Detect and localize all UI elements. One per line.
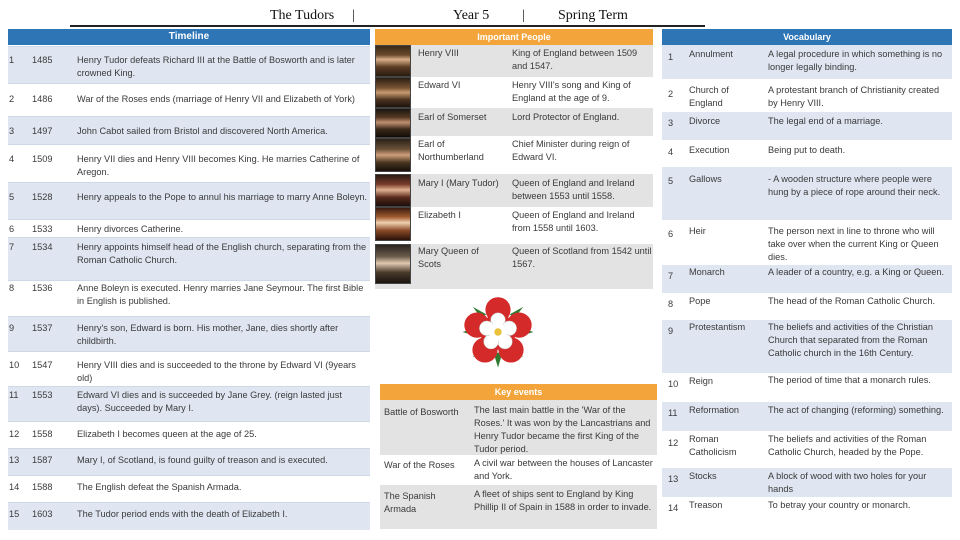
portrait-image xyxy=(375,207,411,241)
vocab-term: Gallows xyxy=(689,174,722,184)
timeline-event: John Cabot sailed from Bristol and discovered North America. xyxy=(77,126,328,136)
person-description: King of England between 1509 and 1547. xyxy=(512,48,638,71)
timeline-number: 8 xyxy=(9,283,15,293)
vocab-row xyxy=(662,431,952,468)
timeline-row xyxy=(8,502,370,530)
vocab-term: Reformation xyxy=(689,405,740,415)
vocab-definition: The act of changing (reforming) something. xyxy=(768,405,944,415)
event-row xyxy=(380,455,657,485)
vocab-term: Treason xyxy=(689,500,723,510)
vocab-row xyxy=(662,140,952,167)
title-topic: The Tudors xyxy=(270,8,335,23)
event-name: The Spanish Armada xyxy=(384,491,436,514)
vocab-term: Church of England xyxy=(689,85,729,108)
vocab-definition: The legal end of a marriage. xyxy=(768,116,883,126)
vocab-number: 9 xyxy=(668,326,674,336)
event-description: A civil war between the houses of Lancaster and York. xyxy=(474,458,653,481)
vocab-row xyxy=(662,293,952,320)
timeline-row xyxy=(8,316,370,351)
timeline-number: 1 xyxy=(9,55,15,65)
timeline-year: 1603 xyxy=(32,509,53,519)
timeline-row xyxy=(8,280,370,316)
vocab-term: Execution xyxy=(689,145,730,155)
vocab-number: 8 xyxy=(668,299,674,309)
timeline-event: Henry VIII dies and is succeeded to the throne by Edward VI (9years old) xyxy=(77,360,356,383)
timeline-year: 1558 xyxy=(32,429,53,439)
vocab-row xyxy=(662,468,952,497)
person-name: Mary I (Mary Tudor) xyxy=(418,178,499,188)
timeline-event: Henry's son, Edward is born. His mother, Jane, dies shortly after childbirth. xyxy=(77,323,339,346)
timeline-year: 1587 xyxy=(32,455,53,465)
person-name: Earl of Somerset xyxy=(418,112,487,122)
vocab-row xyxy=(662,402,952,431)
timeline-event: Henry appoints himself head of the English church, separating from the Roman Catholic Church. xyxy=(77,242,367,265)
timeline-number: 15 xyxy=(9,509,20,519)
person-description: Queen of Scotland from 1542 until 1567. xyxy=(512,246,652,269)
person-description: Queen of England and Ireland from 1558 until 1603. xyxy=(512,210,635,233)
vocab-number: 1 xyxy=(668,52,674,62)
vocab-definition: The beliefs and activities of the Christian Church that separated from the Roman Catholic church in the 16th Century. xyxy=(768,322,933,358)
timeline-row xyxy=(8,237,370,280)
timeline-year: 1533 xyxy=(32,224,53,234)
vocab-number: 6 xyxy=(668,229,674,239)
timeline-year: 1486 xyxy=(32,94,53,104)
timeline-event: Henry appeals to the Pope to annul his marriage to marry Anne Boleyn. xyxy=(77,192,368,202)
timeline-row xyxy=(8,421,370,448)
timeline-number: 9 xyxy=(9,323,15,333)
vocab-definition: A leader of a country, e.g. a King or Queen. xyxy=(768,267,945,277)
timeline-year: 1497 xyxy=(32,126,53,136)
timeline-row xyxy=(8,182,370,219)
timeline-number: 4 xyxy=(9,154,15,164)
timeline-event: Henry divorces Catherine. xyxy=(77,224,184,234)
timeline-event: The English defeat the Spanish Armada. xyxy=(77,482,242,492)
event-description: A fleet of ships sent to England by King Phillip II of Spain in 1588 in order to invade. xyxy=(474,489,652,512)
timeline-number: 7 xyxy=(9,242,15,252)
vocab-row xyxy=(662,265,952,293)
vocab-row xyxy=(662,45,952,79)
portrait-image xyxy=(375,108,411,138)
portrait-image xyxy=(375,174,411,207)
person-name: Henry VIII xyxy=(418,48,459,58)
vocab-term: Annulment xyxy=(689,49,733,59)
timeline-number: 12 xyxy=(9,429,20,439)
portrait-image xyxy=(375,244,411,284)
vocab-definition: The head of the Roman Catholic Church. xyxy=(768,296,935,306)
timeline-row xyxy=(8,448,370,475)
timeline-event: Elizabeth I becomes queen at the age of 25. xyxy=(77,429,257,439)
timeline-year: 1485 xyxy=(32,55,53,65)
person-name: Elizabeth I xyxy=(418,210,461,220)
vocab-definition: The period of time that a monarch rules. xyxy=(768,375,931,385)
timeline-event: The Tudor period ends with the death of Elizabeth I. xyxy=(77,509,288,519)
portrait-image xyxy=(375,77,411,108)
portrait-image xyxy=(375,45,411,77)
vocab-row xyxy=(662,373,952,402)
vocab-definition: To betray your country or monarch. xyxy=(768,500,911,510)
vocab-term: Stocks xyxy=(689,471,717,481)
timeline-year: 1509 xyxy=(32,154,53,164)
title-underline xyxy=(70,25,705,27)
timeline-number: 5 xyxy=(9,192,15,202)
timeline-event: Mary I, of Scotland, is found guilty of treason and is executed. xyxy=(77,455,328,465)
vocab-definition: - A wooden structure where people were hung by a piece of rope around their neck. xyxy=(768,174,941,197)
person-row xyxy=(375,207,653,244)
timeline-year: 1588 xyxy=(32,482,53,492)
timeline-heading: Timeline xyxy=(8,29,370,45)
person-row xyxy=(375,244,653,289)
person-row xyxy=(375,108,653,136)
timeline-year: 1547 xyxy=(32,360,53,370)
vocab-number: 5 xyxy=(668,176,674,186)
timeline-event: Henry VII dies and Henry VIII becomes King. He marries Catherine of Aregon. xyxy=(77,154,360,177)
person-row xyxy=(375,45,653,77)
vocab-number: 14 xyxy=(668,503,679,513)
vocab-number: 7 xyxy=(668,271,674,281)
important-people-heading: Important People xyxy=(375,29,653,45)
timeline-row xyxy=(8,219,370,237)
vocab-number: 11 xyxy=(668,408,678,418)
title-separator: | xyxy=(352,8,355,23)
timeline-event: Anne Boleyn is executed. Henry marries Jane Seymour. The first Bible in English is published. xyxy=(77,283,364,306)
vocab-number: 3 xyxy=(668,118,674,128)
vocab-term: Monarch xyxy=(689,267,725,277)
timeline-event: Henry Tudor defeats Richard III at the Battle of Bosworth and is later crowned King. xyxy=(77,55,355,78)
person-name: Edward VI xyxy=(418,80,461,90)
person-description: Lord Protector of England. xyxy=(512,112,620,122)
vocab-number: 13 xyxy=(668,474,679,484)
event-name: War of the Roses xyxy=(384,460,455,470)
timeline-row xyxy=(8,144,370,182)
timeline-number: 3 xyxy=(9,126,15,136)
timeline-year: 1534 xyxy=(32,242,53,252)
vocab-term: Reign xyxy=(689,376,714,386)
vocab-definition: A legal procedure in which something is no longer legally binding. xyxy=(768,49,943,72)
vocab-definition: The beliefs and activities of the Roman Catholic Church, headed by the Pope. xyxy=(768,434,927,457)
vocab-row xyxy=(662,320,952,373)
event-row xyxy=(380,400,657,455)
page-title xyxy=(270,6,710,26)
title-year: Year 5 xyxy=(453,8,490,23)
title-term: Spring Term xyxy=(558,8,628,23)
timeline-number: 10 xyxy=(9,360,20,370)
person-row xyxy=(375,174,653,207)
timeline-number: 2 xyxy=(9,94,15,104)
timeline-row xyxy=(8,475,370,502)
timeline-row xyxy=(8,351,370,386)
vocab-number: 10 xyxy=(668,379,679,389)
vocab-term: Divorce xyxy=(689,116,721,126)
timeline-year: 1528 xyxy=(32,192,53,202)
timeline-row xyxy=(8,116,370,144)
tudor-rose-icon xyxy=(461,295,535,369)
timeline-year: 1537 xyxy=(32,323,53,333)
vocabulary-heading: Vocabulary xyxy=(662,29,952,45)
person-row xyxy=(375,77,653,108)
vocab-row xyxy=(662,112,952,140)
event-row xyxy=(380,485,657,529)
vocab-term: Roman Catholicism xyxy=(689,434,737,457)
vocab-row xyxy=(662,497,952,527)
timeline-number: 13 xyxy=(9,455,20,465)
vocab-row xyxy=(662,167,952,220)
timeline-row xyxy=(8,46,370,83)
person-description: Queen of England and Ireland between 1553 until 1558. xyxy=(512,178,635,201)
timeline-row xyxy=(8,386,370,421)
timeline-event: War of the Roses ends (marriage of Henry VII and Elizabeth of York) xyxy=(77,94,355,104)
person-name: Earl of Northumberland xyxy=(418,139,484,162)
timeline-number: 6 xyxy=(9,224,15,234)
vocab-term: Protestantism xyxy=(689,322,746,332)
timeline-year: 1536 xyxy=(32,283,53,293)
timeline-row xyxy=(8,83,370,116)
event-name: Battle of Bosworth xyxy=(384,407,459,417)
vocab-definition: The person next in line to throne who will take over when the current King or Queen dies. xyxy=(768,226,939,262)
vocab-term: Heir xyxy=(689,226,706,236)
portrait-image xyxy=(375,138,411,172)
event-description: The last main battle in the 'War of the Roses.' It was won by the Lancastrians and Henry Tudor became the first King of the Tudor period. xyxy=(474,405,651,454)
key-events-heading: Key events xyxy=(380,384,657,400)
timeline-number: 11 xyxy=(9,390,19,400)
vocab-row xyxy=(662,220,952,265)
vocab-number: 12 xyxy=(668,438,679,448)
person-description: Henry VIII's song and King of England at the age of 9. xyxy=(512,80,631,103)
vocab-definition: Being put to death. xyxy=(768,145,846,155)
timeline-event: Edward VI dies and is succeeded by Jane Grey. (reign lasted just days). Succeeded by Mary I. xyxy=(77,390,342,413)
vocab-definition: A block of wood with two holes for your hands xyxy=(768,471,927,494)
vocab-term: Pope xyxy=(689,296,711,306)
vocab-definition: A protestant branch of Christianity created by Henry VIII. xyxy=(768,85,940,108)
person-description: Chief Minister during reign of Edward VI. xyxy=(512,139,630,162)
title-separator: | xyxy=(522,8,525,23)
timeline-number: 14 xyxy=(9,482,20,492)
timeline-year: 1553 xyxy=(32,390,53,400)
vocab-number: 2 xyxy=(668,89,674,99)
vocab-row xyxy=(662,79,952,112)
vocab-number: 4 xyxy=(668,147,674,157)
person-name: Mary Queen of Scots xyxy=(418,246,479,269)
person-row xyxy=(375,136,653,174)
